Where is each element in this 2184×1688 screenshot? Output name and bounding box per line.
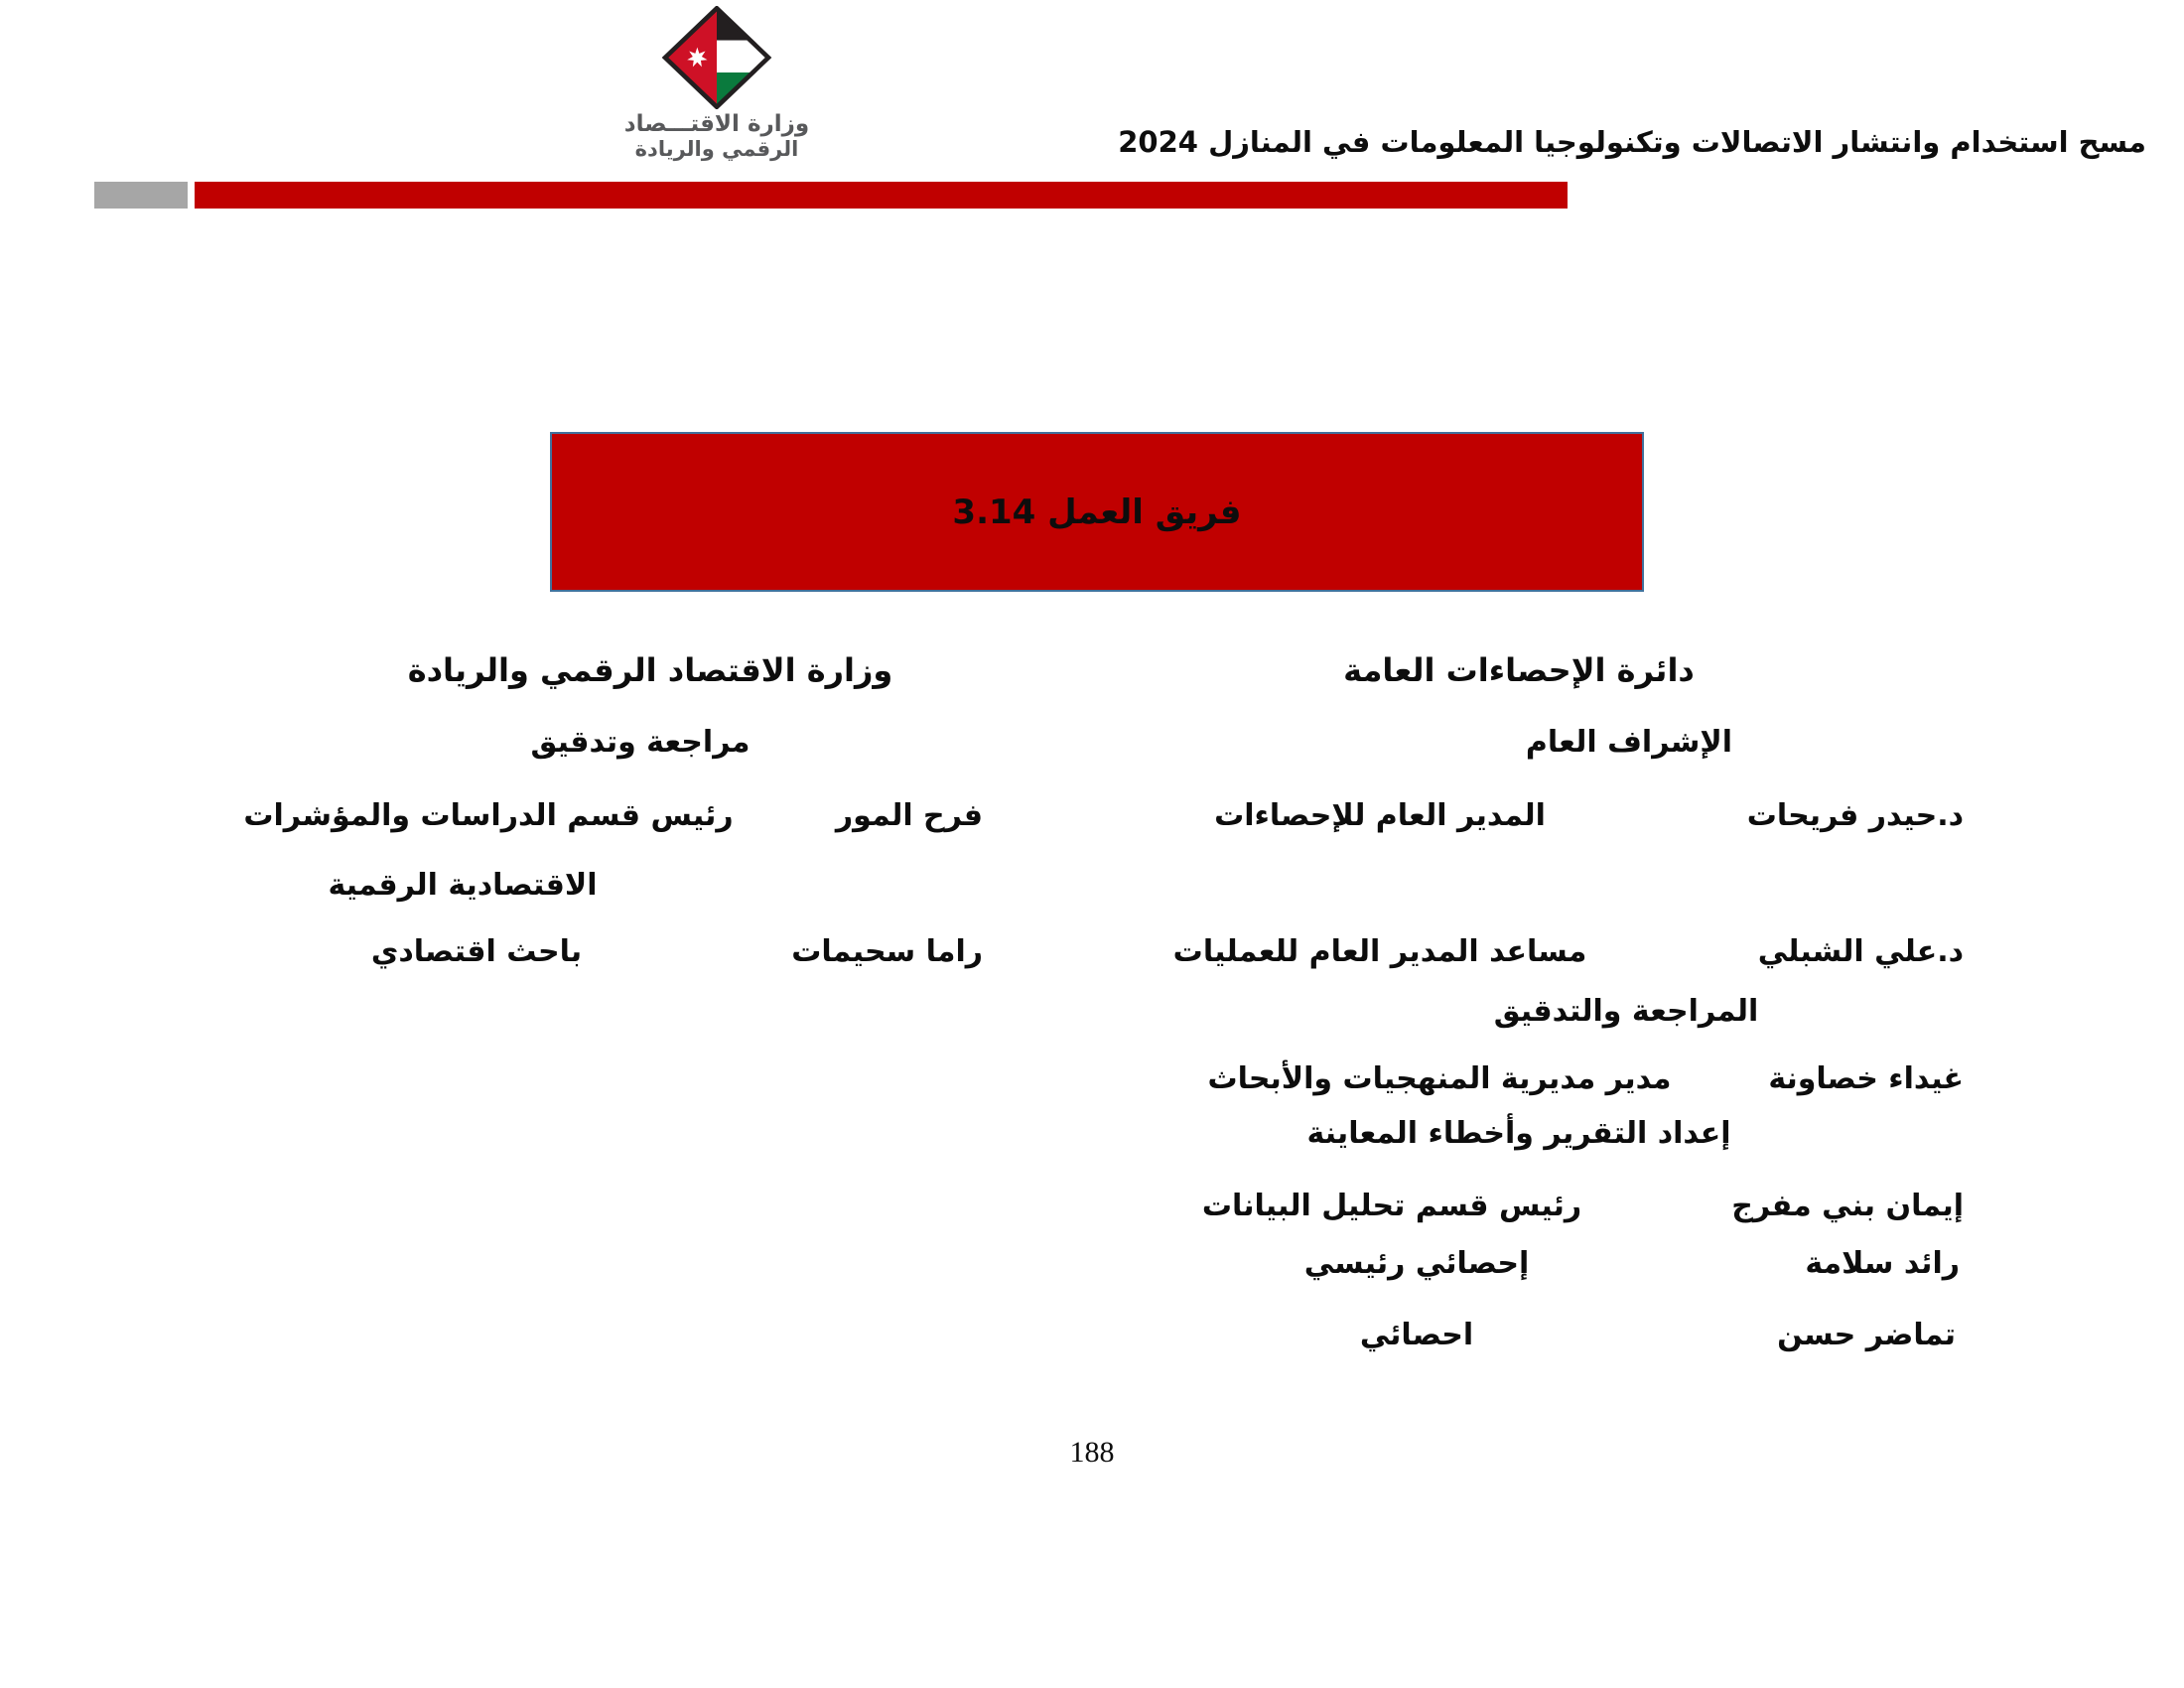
team-member-role: مدير مديرية المنهجيات والأبحاث	[1207, 1061, 1672, 1096]
page-number: 188	[1069, 1436, 1115, 1469]
modee-review-header: مراجعة وتدقيق	[530, 725, 751, 760]
dos-org-name: دائرة الإحصاءات العامة	[1343, 651, 1695, 689]
section-title: 3.14 فريق العمل	[952, 492, 1242, 532]
team-member-role: مساعد المدير العام للعمليات	[1172, 934, 1587, 969]
team-member-name: غيداء خصاونة	[1768, 1061, 1964, 1096]
team-member-role: باحث اقتصادي	[370, 934, 583, 969]
team-member-role-line2: الاقتصادية الرقمية	[328, 868, 598, 903]
jordan-emblem-icon	[658, 6, 775, 109]
dos-report-header: إعداد التقرير وأخطاء المعاينة	[1306, 1116, 1731, 1151]
dos-review-header: المراجعة والتدقيق	[1493, 994, 1759, 1029]
team-member-role: رئيس قسم تحليل البيانات	[1201, 1189, 1582, 1223]
team-member-name: فرح المور	[835, 798, 983, 833]
team-member-name: د.حيدر فريحات	[1746, 798, 1964, 833]
section-title-banner	[550, 432, 1644, 592]
logo-ministry-name-line2: الرقمي والريادة	[634, 137, 799, 162]
modee-org-name: وزارة الاقتصاد الرقمي والريادة	[407, 651, 893, 689]
team-member-name: رائد سلامة	[1805, 1246, 1960, 1281]
team-member-name: راما سحيمات	[791, 934, 983, 969]
header-rule-gray-segment	[94, 182, 188, 209]
team-member-role: احصائي	[1359, 1318, 1474, 1352]
team-member-role-line1: رئيس قسم الدراسات والمؤشرات	[243, 798, 734, 833]
dos-supervision-header: الإشراف العام	[1525, 725, 1732, 760]
team-member-role: المدير العام للإحصاءات	[1214, 798, 1546, 833]
logo-ministry-name-line1: وزارة الاقتـــصاد	[623, 111, 810, 137]
team-member-name: تماضر حسن	[1777, 1318, 1956, 1352]
team-member-name: إيمان بني مفرج	[1731, 1189, 1964, 1223]
team-member-name: د.علي الشبلي	[1757, 934, 1964, 969]
team-member-role: إحصائي رئيسي	[1303, 1246, 1530, 1281]
ministry-logo	[623, 6, 810, 162]
header-rule-red-bar	[195, 182, 1568, 209]
survey-header-title: مسح استخدام وانتشار الاتصالات وتكنولوجيا المعلومات في المنازل 2024	[1118, 125, 2146, 159]
